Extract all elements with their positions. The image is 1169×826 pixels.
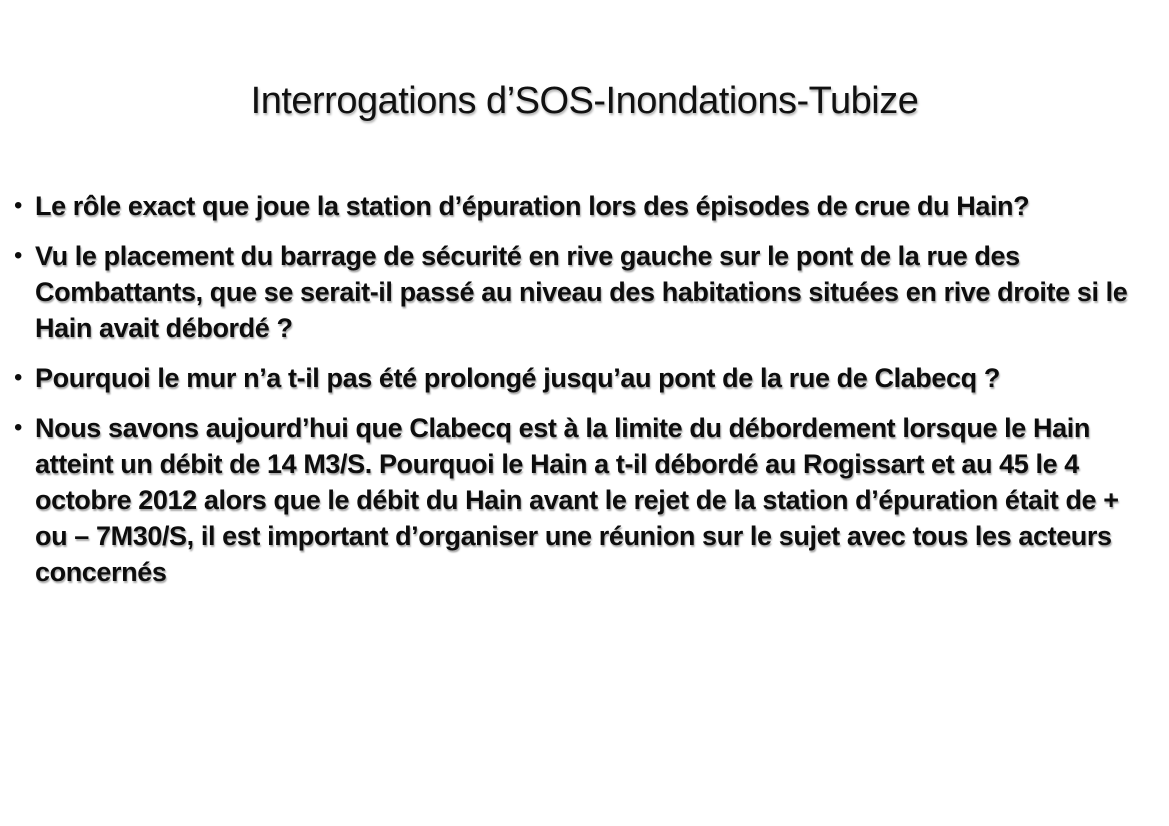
- bullet-dot-icon: •: [14, 242, 23, 269]
- bullet-list: [14, 188, 1142, 604]
- bullet-item-2: [14, 238, 1142, 346]
- bullet-dot-icon: •: [14, 192, 23, 219]
- bullet-dot-icon: •: [14, 414, 23, 441]
- bullet-text-1: Le rôle exact que joue la station d’épuration lors des épisodes de crue du Hain?: [35, 191, 1030, 221]
- bullet-dot-icon: •: [14, 364, 23, 391]
- bullet-item-3: [14, 360, 1142, 396]
- slide-title: Interrogations d’SOS-Inondations-Tubize: [250, 80, 919, 122]
- bullet-text-4: Nous savons aujourd’hui que Clabecq est à la limite du débordement lorsque le Hain atteint un débit de 14 M3/S. Pourquoi le Hain a t-il débordé au Rogissart et au 45 le 4 octobre 2012 alors que le débit du Hain avant le rejet de la station d’épuration était de + ou – 7M30/S, il est important d’organiser une réunion sur le sujet avec tous les acteurs concernés: [35, 413, 1119, 587]
- bullet-text-2: Vu le placement du barrage de sécurité en rive gauche sur le pont de la rue des Combattants, que se serait-il passé au niveau des habitations situées en rive droite si le Hain avait débordé ?: [35, 241, 1128, 343]
- bullet-text-3: Pourquoi le mur n’a t-il pas été prolongé jusqu’au pont de la rue de Clabecq ?: [35, 363, 1000, 393]
- bullet-item-1: [14, 188, 1142, 224]
- bullet-item-4: [14, 410, 1142, 590]
